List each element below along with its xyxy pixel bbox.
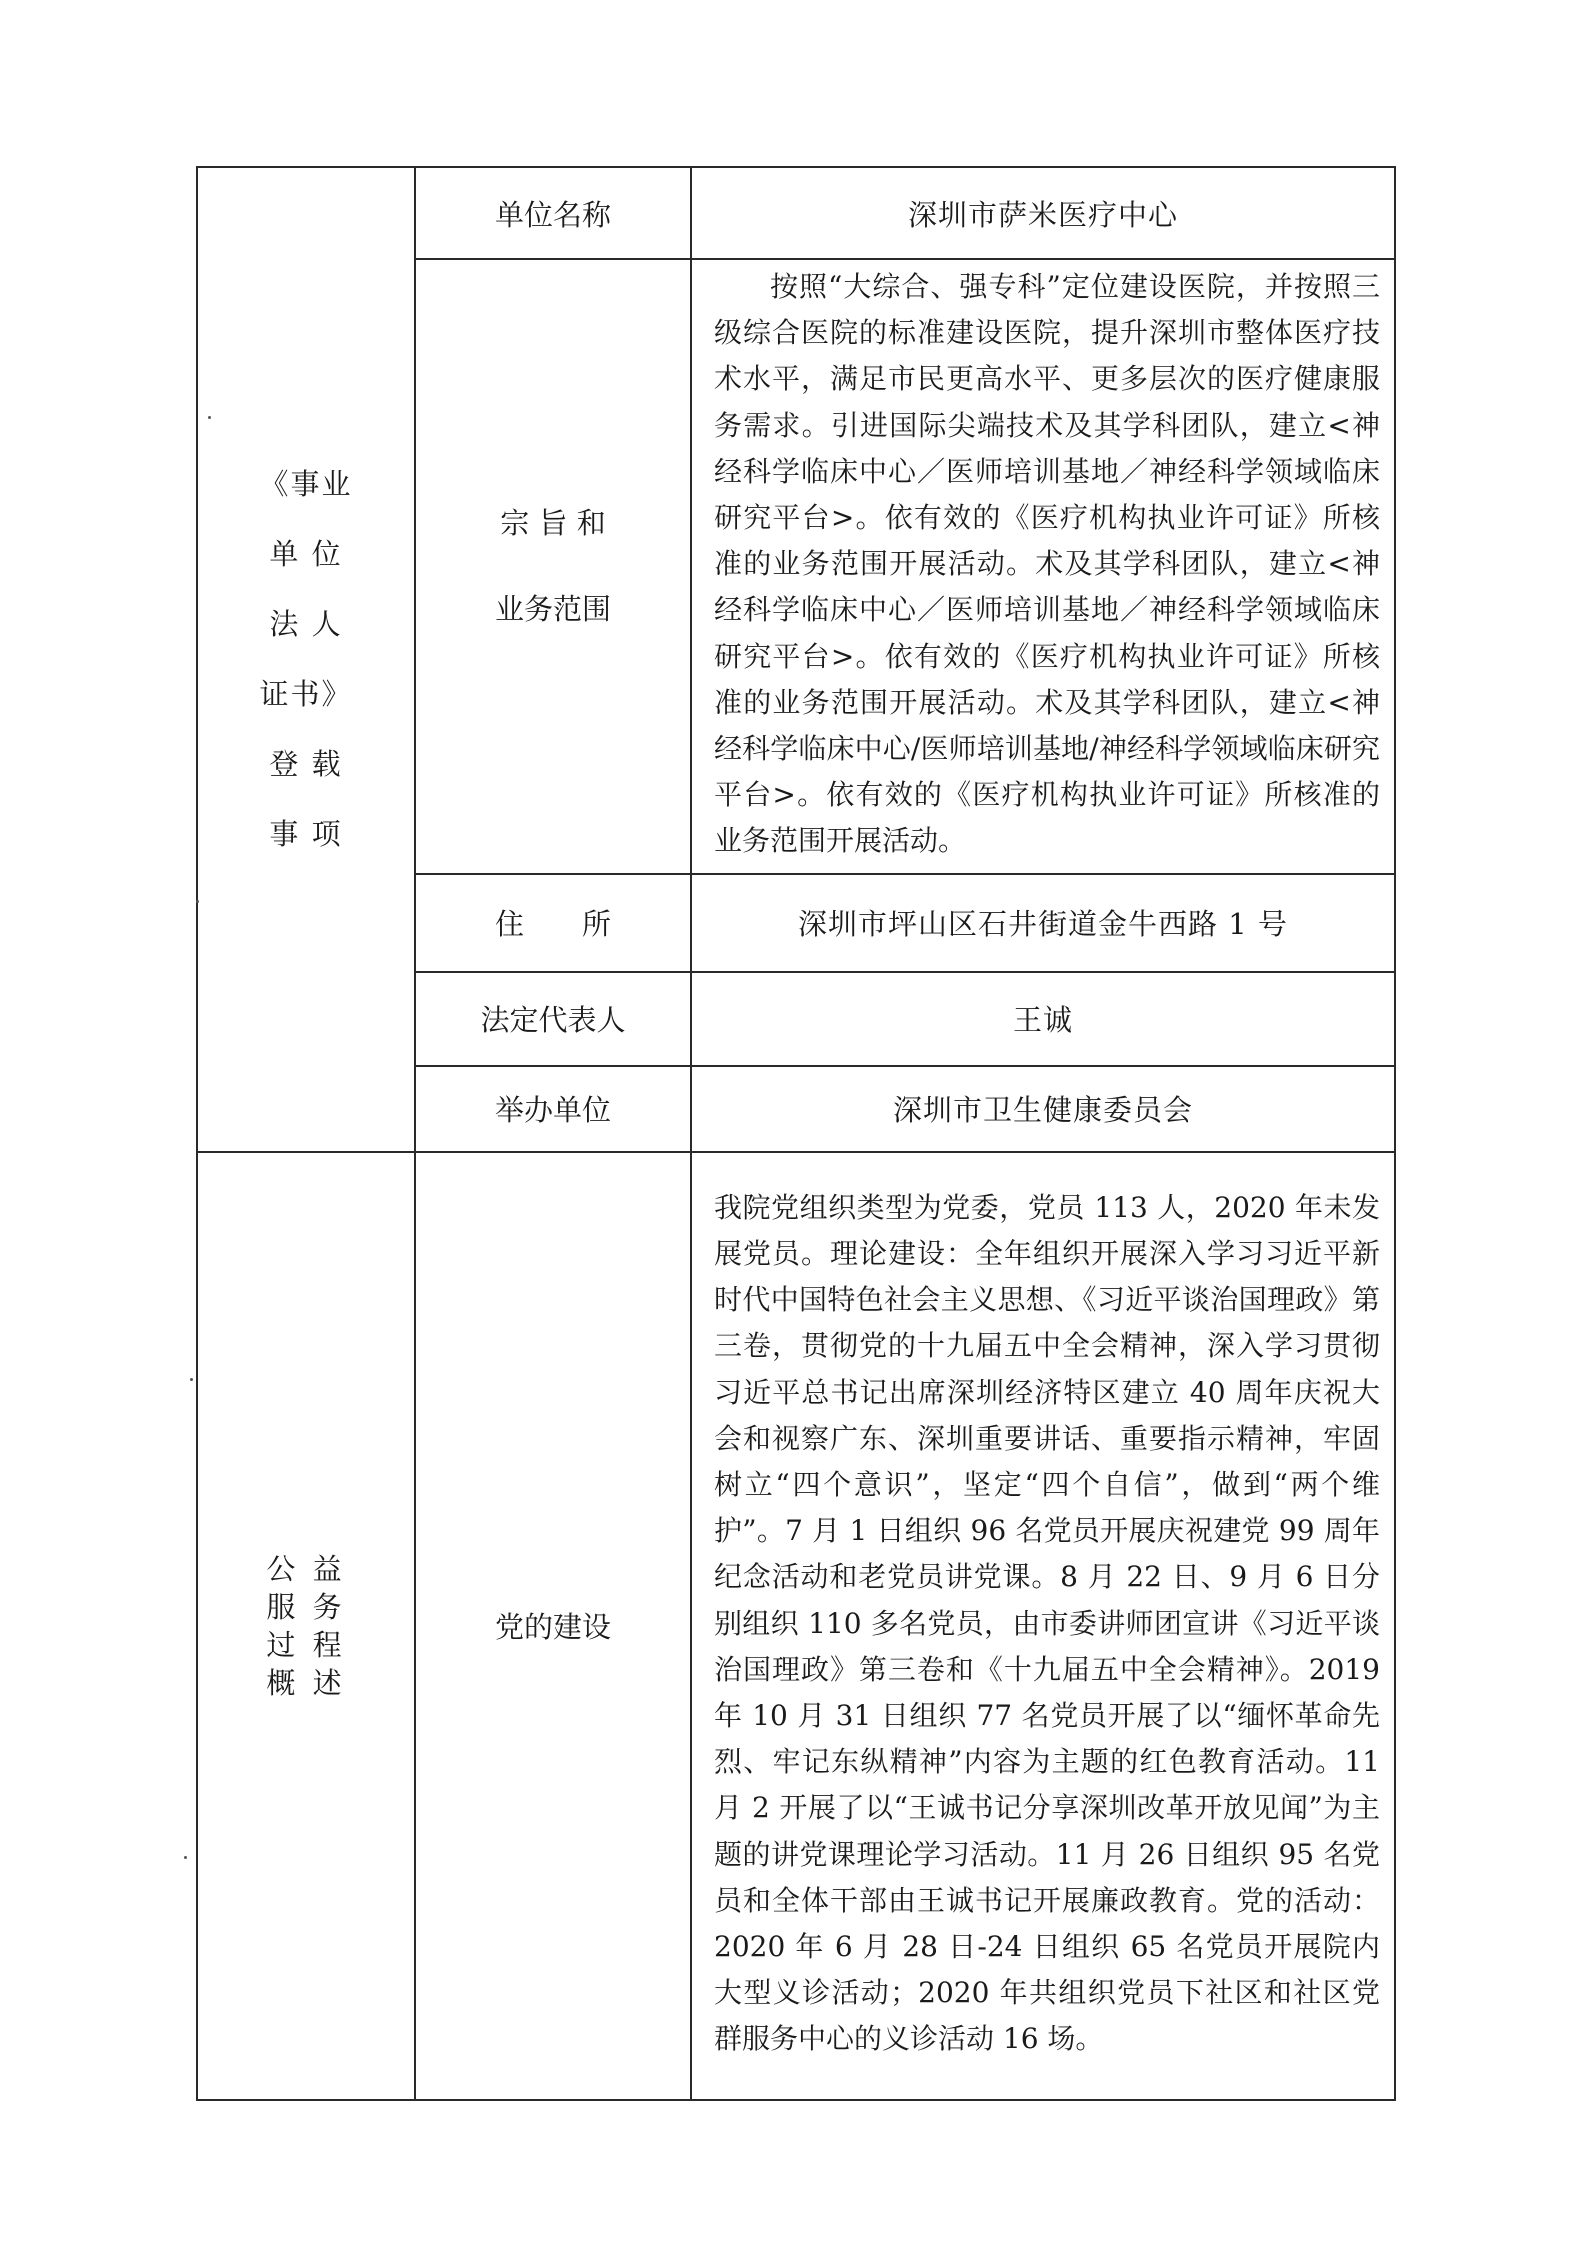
- section-public-service-label: [197, 1152, 415, 2100]
- sponsor-value: 深圳市卫生健康委员会: [691, 1066, 1395, 1152]
- scan-speck: [184, 1856, 187, 1859]
- sponsor-label: 举办单位: [415, 1066, 691, 1152]
- scan-speck: [190, 1378, 193, 1381]
- scope-label-line: 宗 旨 和: [500, 506, 606, 541]
- scope-label: [415, 259, 691, 874]
- row-unit-name: [197, 167, 1395, 259]
- scope-cell: [691, 259, 1395, 874]
- party-building-label: 党的建设: [415, 1152, 691, 2100]
- registration-table: [196, 166, 1396, 2101]
- scope-value: 按照“大综合、强专科”定位建设医院，并按照三级综合医院的标准建设医院，提升深圳市整体医疗技术水平，满足市民更高水平、更多层次的医疗健康服务需求。引进国际尖端技术及其学科团队，建立<神经科学临床中心／医师培训基地／神经科学领域临床研究平台>。依有效的《医疗机构执业许可证》所核准的业务范围开展活动。术及其学科团队，建立<神经科学临床中心／医师培训基地／神经科学领域临床研究平台>。依有效的《医疗机构执业许可证》所核准的业务范围开展活动。术及其学科团队，建立<神经科学临床中心/医师培训基地/神经科学领域临床研究平台>。依有效的《医疗机构执业许可证》所核准的业务范围开展活动。: [714, 270, 1380, 858]
- legal-rep-value: 王诚: [691, 972, 1395, 1066]
- section1-label-line: 法 人: [269, 607, 343, 642]
- section1-label-line: 证书》: [259, 677, 353, 712]
- unit-name-value: 深圳市萨米医疗中心: [691, 167, 1395, 259]
- section2-label-line: 过 程: [266, 1627, 346, 1662]
- row-party-building: [197, 1152, 1395, 2100]
- section2-label-line: 概 述: [266, 1665, 346, 1700]
- section2-label-line: 公 益: [266, 1551, 346, 1586]
- address-label: 住 所: [415, 874, 691, 972]
- section1-label-line: 登 载: [269, 747, 343, 782]
- section2-label-line: 服 务: [266, 1589, 346, 1624]
- section1-label-line: 事 项: [269, 817, 343, 852]
- party-building-value: 我院党组织类型为党委，党员 113 人，2020 年未发展党员。理论建设：全年组织开展深入学习习近平新时代中国特色社会主义思想、《习近平谈治国理政》第三卷，贯彻党的十九届五中全会精神，深入学习贯彻习近平总书记出席深圳经济特区建立 40 周年庆祝大会和视察广东、深圳重要讲话、重要指示精神，牢固树立“四个意识”，坚定“四个自信”，做到“两个维护”。7 月 1 日组织 96 名党员开展庆祝建党 99 周年纪念活动和老党员讲党课。8 月 22 日、9 月 6 日分别组织 110 多名党员，由市委讲师团宣讲《习近平谈治国理政》第三卷和《十九届五中全会精神》。2019 年 10 月 31 日组织 77 名党员开展了以“缅怀革命先烈、牢记东纵精神”内容为主题的红色教育活动。11 月 2 开展了以“王诚书记分享深圳改革开放见闻”为主题的讲党课理论学习活动。11 月 26 日组织 95 名党员和全体干部由王诚书记开展廉政教育。党的活动：2020 年 6 月 28 日-24 日组织 65 名党员开展院内大型义诊活动；2020 年共组织党员下社区和社区党群服务中心的义诊活动 16 场。: [714, 1190, 1380, 2056]
- scope-label-line: 业务范围: [494, 592, 611, 627]
- party-building-cell: [691, 1152, 1395, 2100]
- scan-speck: [208, 416, 211, 419]
- legal-rep-label: 法定代表人: [415, 972, 691, 1066]
- section1-label-line: 单 位: [269, 537, 343, 572]
- section1-label-line: 《事业: [259, 467, 353, 502]
- section-registered-items-label: [197, 167, 415, 1152]
- unit-name-label: 单位名称: [415, 167, 691, 259]
- scan-speck: [196, 900, 199, 903]
- address-value: 深圳市坪山区石井街道金牛西路 1 号: [691, 874, 1395, 972]
